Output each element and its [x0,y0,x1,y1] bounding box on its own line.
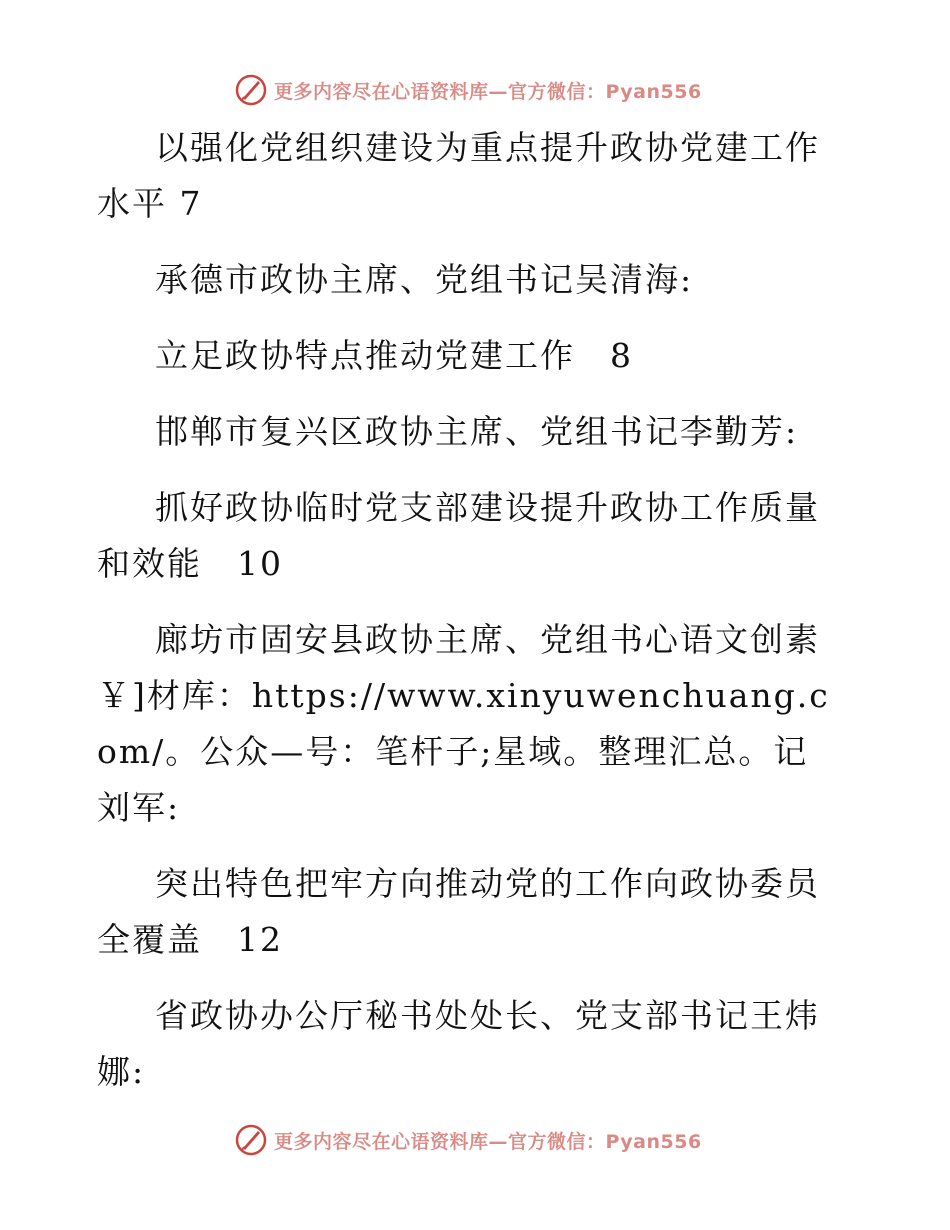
watermark-text: 更多内容尽在心语资料库—官方微信：Pyan556 [274,80,702,103]
watermark-text: 更多内容尽在心语资料库—官方微信：Pyan556 [274,1130,702,1153]
toc-entry-title: 抓好政协临时党支部建设提升政协工作质量和效能 10 [97,488,820,583]
toc-entry-author: 省政协办公厅秘书处处长、党支部书记王炜娜: [97,996,820,1091]
toc-entry-title: 以强化党组织建设为重点提升政协党建工作水平 7 [97,128,820,223]
toc-entry-author: 承德市政协主席、党组书记吴清海: [155,260,694,299]
toc-entry-title: 立足政协特点推动党建工作 8 [155,336,633,375]
quill-logo-icon [234,1123,268,1157]
quill-logo-icon [234,73,268,107]
toc-entry-author: 邯郸市复兴区政协主席、党组书记李勤芳: [155,412,799,451]
header-watermark [234,73,702,107]
document-body [97,120,842,1120]
toc-entry-title: 突出特色把牢方向推动党的工作向政协委员全覆盖 12 [97,864,820,959]
footer-watermark [234,1123,702,1157]
toc-entry-author: 廊坊市固安县政协主席、党组书心语文创素￥]材库：https://www.xinyuwenchuang.com/。公众—号：笔杆子;星域。整理汇总。记刘军: [97,620,830,827]
